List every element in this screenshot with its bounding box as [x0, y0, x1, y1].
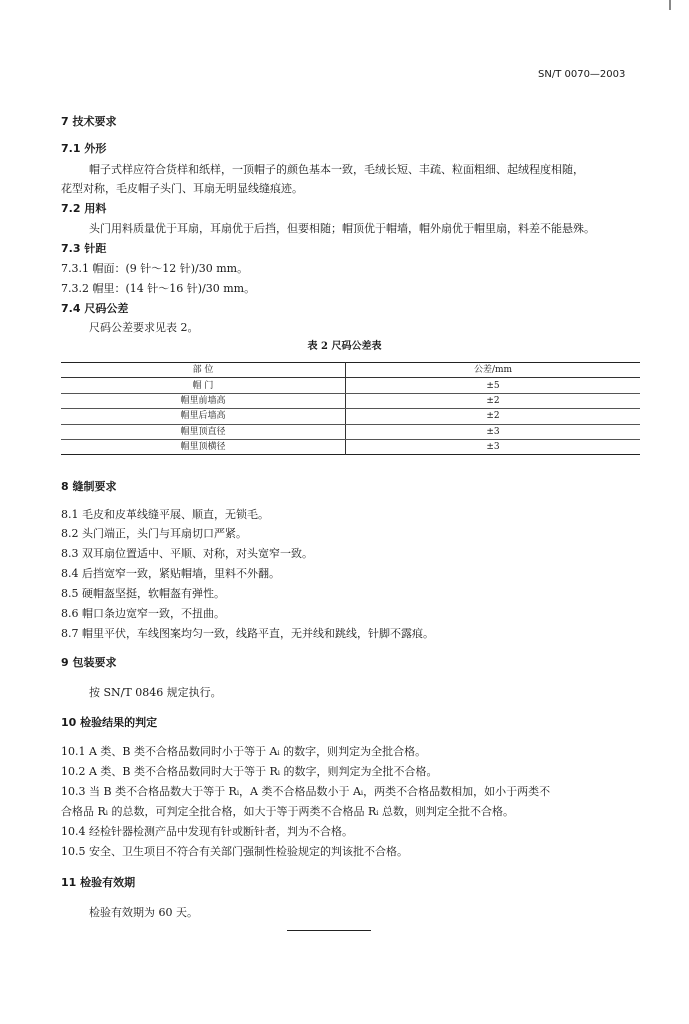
section-8-heading: 8 缝制要求 [61, 480, 117, 493]
section-7-heading: 7 技术要求 [61, 115, 117, 128]
table-cell-tolerance: ±3 [486, 442, 500, 453]
section-7-4-heading: 7.4 尺码公差 [61, 302, 129, 315]
paragraph-line: 尺码公差要求见表 2。 [89, 321, 199, 334]
section-7-3-heading: 7.3 针距 [61, 242, 107, 255]
clause-line: 8.6 帽口条边宽窄一致，不扭曲。 [61, 607, 225, 620]
paragraph-line: 检验有效期为 60 天。 [89, 906, 198, 919]
table-cell-tolerance: ±5 [346, 378, 641, 393]
end-rule [287, 930, 371, 931]
clause-line: 10.4 经检针器检测产品中发现有针或断针者，判为不合格。 [61, 825, 353, 838]
table-caption: 表 2 尺码公差表 [307, 341, 382, 352]
clause-line: 7.3.1 帽面：(9 针～12 针)/30 mm。 [61, 262, 249, 275]
table-header-row [61, 363, 640, 378]
table-cell-part: 帽里后墙高 [61, 409, 346, 424]
clause-line: 10.3 当 B 类不合格品数大于等于 Rᵢ，A 类不合格品数小于 Aᵢ，两类不合格品数相加，如小于两类不 [61, 785, 551, 798]
table-row [61, 393, 640, 408]
section-7-1-heading: 7.1 外形 [61, 142, 107, 155]
paragraph-line: 按 SN/T 0846 规定执行。 [89, 686, 222, 699]
table-row [61, 424, 640, 439]
section-9-heading: 9 包装要求 [61, 656, 117, 669]
section-10-heading: 10 检验结果的判定 [61, 716, 158, 729]
table-cell-part: 帽 门 [61, 378, 346, 393]
clause-line: 8.7 帽里平伏，车线图案均匀一致，线路平直，无并线和跳线，针脚不露痕。 [61, 627, 434, 640]
clause-line: 合格品 Rᵢ 的总数，可判定全批合格，如大于等于两类不合格品 Rᵢ 总数，则判定全批不合格。 [61, 805, 514, 818]
column-header-part: 部 位 [61, 363, 346, 378]
table-cell-tolerance: ±2 [346, 409, 641, 424]
clause-line: 10.5 安全、卫生项目不符合有关部门强制性检验规定的判该批不合格。 [61, 845, 408, 858]
edge-mark [669, 0, 671, 10]
paragraph-line: 帽子式样应符合货样和纸样，一顶帽子的颜色基本一致，毛绒长短、丰疏、粒面粗细、起绒程度相随， [89, 163, 584, 176]
table-cell-part: 帽里前墙高 [61, 393, 346, 408]
tolerance-table [61, 362, 640, 455]
section-11-heading: 11 检验有效期 [61, 876, 136, 889]
doc-code: SN/T 0070—2003 [538, 69, 626, 80]
section-7-2-heading: 7.2 用料 [61, 202, 107, 215]
paragraph-line: 头门用料质量优于耳扇，耳扇优于后挡，但要相随；帽顶优于帽墙，帽外扇优于帽里扇，料差不能悬殊。 [89, 222, 595, 235]
clause-line: 8.2 头门端正，头门与耳扇切口严紧。 [61, 527, 247, 540]
clause-line: 8.1 毛皮和皮革线缝平展、顺直，无锁毛。 [61, 508, 269, 521]
table-row [61, 439, 640, 454]
table-row [61, 378, 640, 393]
clause-line: 7.3.2 帽里：(14 针～16 针)/30 mm。 [61, 282, 256, 295]
table-cell-part: 帽里顶直径 [61, 424, 346, 439]
table-cell-part: 帽里顶横径 [61, 439, 346, 454]
table-cell-tolerance: ±2 [346, 393, 641, 408]
clause-line: 8.4 后挡宽窄一致，紧贴帽墙，里料不外翻。 [61, 567, 280, 580]
paragraph-line: 花型对称，毛皮帽子头门、耳扇无明显线缝痕迹。 [61, 182, 303, 195]
clause-line: 10.2 A 类、B 类不合格品数同时大于等于 Rᵢ 的数字，则判定为全批不合格。 [61, 765, 438, 778]
table-cell-tolerance: ±3 [346, 424, 641, 439]
clause-line: 10.1 A 类、B 类不合格品数同时小于等于 Aᵢ 的数字，则判定为全批合格。 [61, 745, 427, 758]
clause-line: 8.5 硬帽盔坚挺，软帽盔有弹性。 [61, 587, 225, 600]
table-row [61, 409, 640, 424]
column-header-tolerance: 公差/mm [346, 363, 641, 378]
clause-line: 8.3 双耳扇位置适中、平顺、对称，对头宽窄一致。 [61, 547, 313, 560]
